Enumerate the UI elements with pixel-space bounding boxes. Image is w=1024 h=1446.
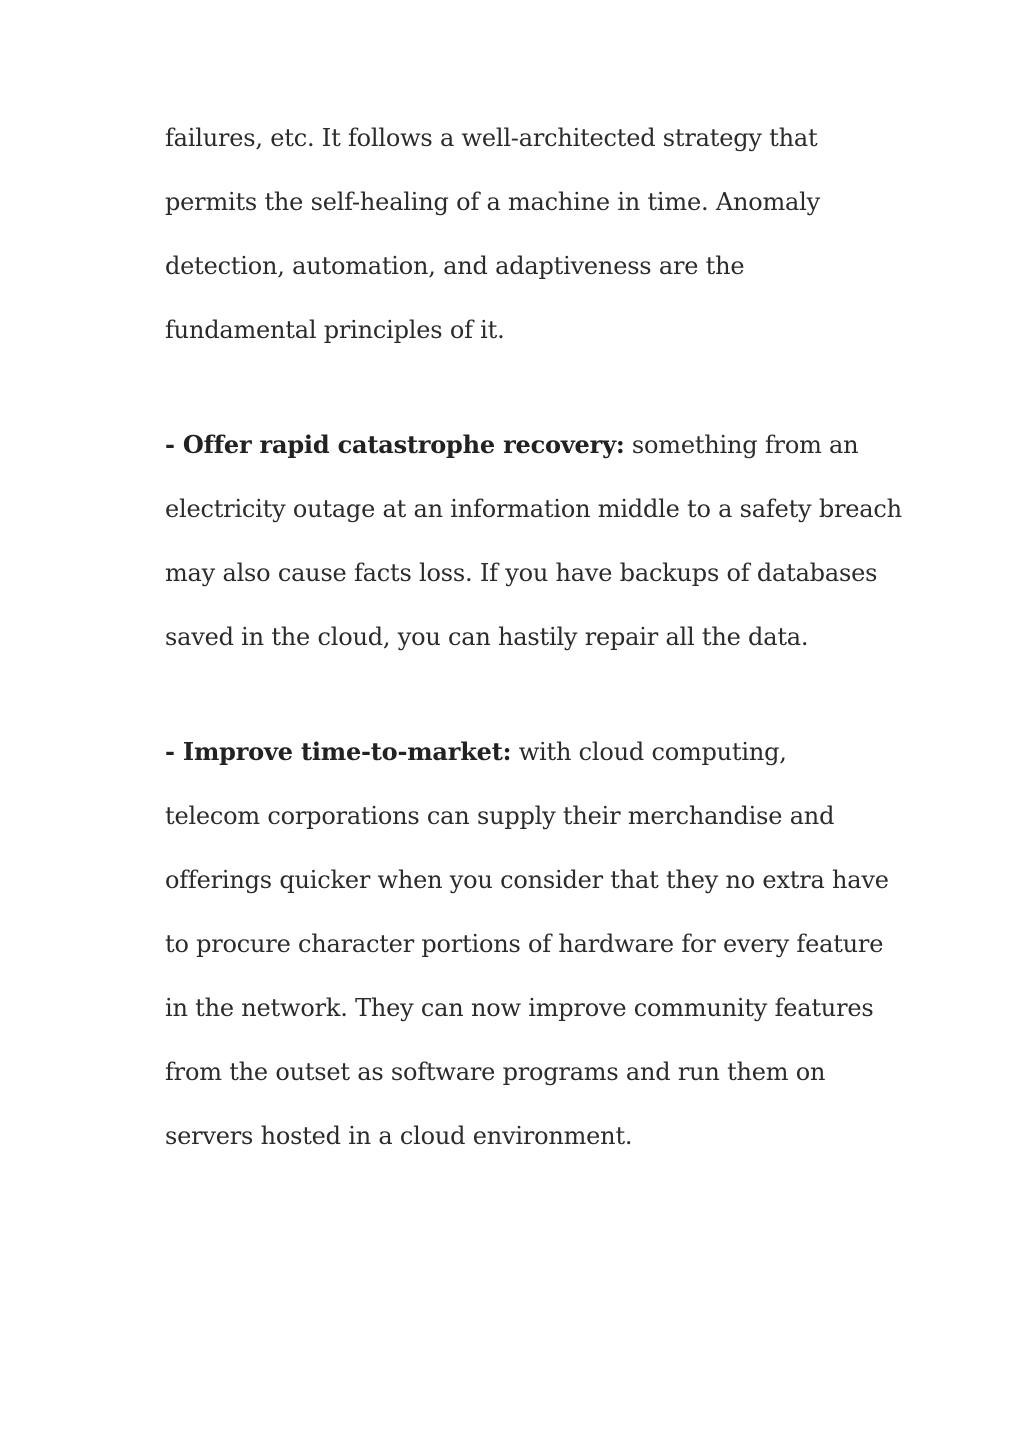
text-line: from the outset as software programs and run them on (165, 1058, 826, 1086)
text-line: telecom corporations can supply their merchandise and (165, 802, 835, 830)
text-line: servers hosted in a cloud environment. (165, 1122, 633, 1150)
text-line: fundamental principles of it. (165, 316, 505, 344)
text-line: to procure character portions of hardware for every feature (165, 930, 884, 958)
text-line: permits the self-healing of a machine in time. Anomaly (165, 188, 820, 216)
text-line (165, 737, 787, 767)
bullet-heading: - Offer rapid catastrophe recovery: (165, 430, 625, 459)
text-line: electricity outage at an information middle to a safety breach (165, 495, 902, 523)
text-line: offerings quicker when you consider that they no extra have (165, 866, 889, 894)
text-line: saved in the cloud, you can hastily repair all the data. (165, 623, 809, 651)
text-line: failures, etc. It follows a well-architected strategy that (165, 124, 818, 152)
bullet-text: something from an (624, 431, 859, 459)
text-line: in the network. They can now improve community features (165, 994, 874, 1022)
bullet-heading: - Improve time-to-market: (165, 737, 512, 766)
text-line: detection, automation, and adaptiveness are the (165, 252, 745, 280)
bullet-text: with cloud computing, (511, 738, 787, 766)
text-line (165, 430, 858, 460)
text-line: may also cause facts loss. If you have backups of databases (165, 559, 878, 587)
